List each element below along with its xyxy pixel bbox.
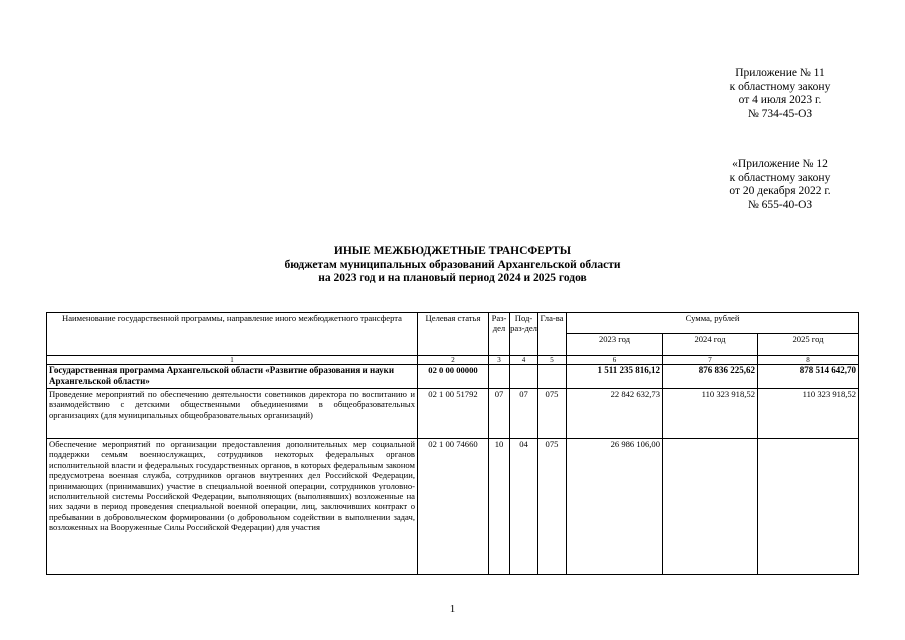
row-subsection: 07 [510, 389, 538, 439]
row-sum-2025: 878 514 642,70 [758, 365, 859, 389]
column-number: 7 [663, 356, 758, 365]
row-sum-2023: 1 511 235 816,12 [567, 365, 663, 389]
header-target-article: Целевая статья [418, 313, 489, 356]
appendix-law-date: от 20 декабря 2022 г. [729, 185, 831, 197]
appendix-current-reference [700, 67, 860, 121]
row-section: 07 [489, 389, 510, 439]
row-name: Обеспечение мероприятий по организации предоставления дополнительных мер социальной поддержки семьям военнослужащих, сотрудников некоторых федеральных органов исполнительной власти и федеральных государственных органов, в которых федеральным законом предусмотрена военная служба, сотрудников органов внутренних дел Российской Федерации, принимающих (принимавших) участие в специальной военной операции, сотрудников уголовно-исполнительной системы Российской Федерации, выполняющих (выполнявших) возложенные на них задачи в период проведения специальной военной операции, лиц, заключивших контракт о пребывании в добровольческом формировании (о добровольном содействии в выполнении задач, возложенных на Вооруженные Силы Российской Федерации) для участия [47, 439, 418, 575]
appendix-number: «Приложение № 12 [732, 158, 828, 170]
column-number: 1 [47, 356, 418, 365]
header-year-2025: 2025 год [758, 334, 859, 356]
header-year-2023: 2023 год [567, 334, 663, 356]
table-row [47, 365, 859, 389]
row-sum-2024: 876 836 225,62 [663, 365, 758, 389]
row-sum-2024 [663, 439, 758, 575]
row-sum-2024: 110 323 918,52 [663, 389, 758, 439]
row-sum-2023: 22 842 632,73 [567, 389, 663, 439]
column-number: 5 [538, 356, 567, 365]
appendix-law-ref: к областному закону [729, 171, 831, 184]
row-sum-2025 [758, 439, 859, 575]
row-subsection [510, 365, 538, 389]
document-title [0, 245, 905, 286]
row-chapter [538, 365, 567, 389]
header-year-2024: 2024 год [663, 334, 758, 356]
row-chapter: 075 [538, 439, 567, 575]
column-number: 2 [418, 356, 489, 365]
header-chapter: Гла-ва [538, 313, 567, 356]
table-row [47, 439, 859, 575]
column-number: 6 [567, 356, 663, 365]
row-sum-2023: 26 986 106,00 [567, 439, 663, 575]
column-number: 3 [489, 356, 510, 365]
column-number: 8 [758, 356, 859, 365]
title-line-1: ИНЫЕ МЕЖБЮДЖЕТНЫЕ ТРАНСФЕРТЫ [333, 245, 572, 257]
row-name: Проведение мероприятий по обеспечению деятельности советников директора по воспитанию и взаимодействию с детскими общественными объединениями в общеобразовательных организациях (для муниципальных общеобразовательных организаций) [47, 389, 418, 439]
table-row [47, 389, 859, 439]
title-line-3: на 2023 год и на плановый период 2024 и 2025 годов [318, 272, 587, 284]
column-number: 4 [510, 356, 538, 365]
title-line-2: бюджетам муниципальных образований Архангельской области [284, 258, 621, 271]
transfers-table [46, 312, 859, 575]
appendix-law-number: № 734-45-ОЗ [747, 107, 813, 120]
row-chapter: 075 [538, 389, 567, 439]
row-section [489, 365, 510, 389]
row-target-article: 02 0 00 00000 [418, 365, 489, 389]
page-number: 1 [449, 603, 456, 615]
column-number-row [47, 356, 859, 365]
row-target-article: 02 1 00 51792 [418, 389, 489, 439]
appendix-previous-reference [700, 158, 860, 212]
header-name: Наименование государственной программы, направление иного межбюджетного трансферта [47, 313, 418, 356]
header-row [47, 313, 859, 334]
row-sum-2025: 110 323 918,52 [758, 389, 859, 439]
row-target-article: 02 1 00 74660 [418, 439, 489, 575]
header-section: Раз-дел [489, 313, 510, 356]
appendix-law-ref: к областному закону [729, 80, 831, 93]
header-subsection: Под-раз-дел [510, 313, 538, 356]
row-section: 10 [489, 439, 510, 575]
row-name: Государственная программа Архангельской области «Развитие образования и науки Архангельской области» [47, 365, 418, 389]
row-subsection: 04 [510, 439, 538, 575]
appendix-number: Приложение № 11 [735, 67, 825, 79]
appendix-law-date: от 4 июля 2023 г. [738, 94, 822, 106]
appendix-law-number: № 655-40-ОЗ [747, 198, 813, 211]
header-sum: Сумма, рублей [567, 313, 859, 334]
